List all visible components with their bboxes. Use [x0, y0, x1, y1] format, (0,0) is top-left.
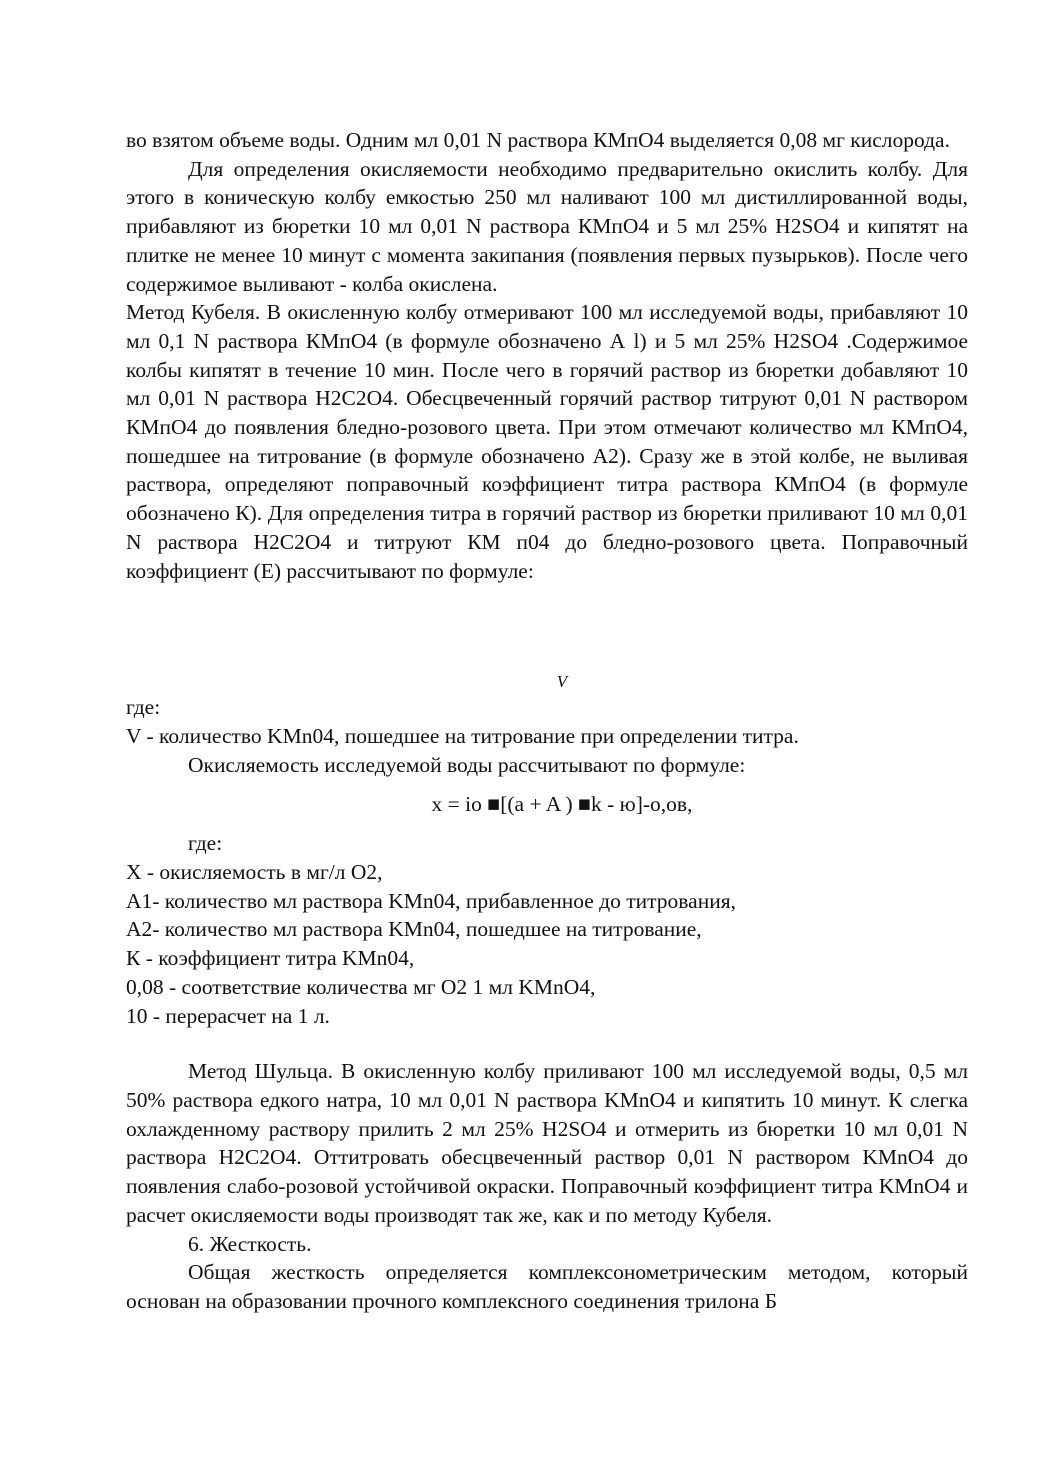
where-label-2: где:: [188, 831, 223, 856]
definition-a2: А2- количество мл раствора KMn04, пошедшее на титрование,: [126, 917, 702, 942]
definition-x: X - окисляемость в мг/л О2,: [126, 860, 383, 885]
definition-008: 0,08 - соответствие количества мг О2 1 мл KMnO4,: [126, 974, 596, 999]
paragraph-intro: во взятом объеме воды. Одним мл 0,01 N раствора КМпО4 выделяется 0,08 мг кислорода.: [126, 128, 950, 152]
definition-k: К - коэффициент титра KMn04,: [126, 946, 415, 971]
definition-10: 10 - перерасчет на 1 л.: [126, 1003, 330, 1028]
definition-v: V - количество KMn04, пошедшее на титрование при определении титра.: [126, 723, 799, 748]
section-heading-hardness: 6. Жесткость.: [188, 1231, 312, 1256]
paragraph-schulz-method: Метод Шульца. В окисленную колбу приливают 100 мл исследуемой воды, 0,5 мл 50% раствора едкого натра, 10 мл 0,01 N раствора KMnO4 и кипятить 10 минут. К слегка охлажденному раствору прилить 2 мл 25% H2SO4 и отмерить из бюретки 10 мл 0,01 N раствора Н2С2О4. Оттитровать обесцвеченный раствор 0,01 N раствором KMnO4 до появления слабо-розовой устойчивой окраски. Поправочный коэффициент титра KMnO4 и расчет окисляемости воды производят так же, как и по методу Кубеля.: [126, 1059, 968, 1227]
paragraph-oxidizability-formula-intro: Окисляемость исследуемой воды рассчитывают по формуле:: [188, 752, 746, 777]
section-gap: [126, 1030, 968, 1057]
paragraph-oxidation-prep: Для определения окисляемости необходимо предварительно окислить колбу. Для этого в коническую колбу емкостью 250 мл наливают 100 мл дистиллированной воды, прибавляют из бюретки 10 мл 0,01 N раствора КМпО4 и 5 мл 25% H2SO4 и кипятят на плитке не менее 10 минут с момента закипания (появления первых пузырьков). После чего содержимое выливают - колба окислена.: [126, 156, 968, 296]
definition-a1: A1- количество мл раствора KMn04, прибавленное до титрования,: [126, 888, 736, 913]
formula-placeholder-space: [126, 585, 968, 671]
formula-correction-coefficient: V: [556, 672, 568, 692]
paragraph-hardness: Общая жесткость определяется комплексонометрическим методом, который основан на образовании прочного комплексного соединения трилона Б: [126, 1260, 968, 1313]
formula-oxidizability: x = io ■[(a + A ) ■k - ю]-о,ов,: [431, 792, 693, 817]
paragraph-kubel-method: Метод Кубеля. В окисленную колбу отмеривают 100 мл исследуемой воды, прибавляют 10 мл 0,1 N раствора КМпО4 (в формуле обозначено А l) и 5 мл 25% H2SO4 .Содержимое колбы кипятят в течение 10 мин. После чего в горячий раствор из бюретки добавляют 10 мл 0,01 N раствора Н2С2О4. Обесцвеченный горячий раствор титруют 0,01 N раствором КМпО4 до появления бледно-розового цвета. При этом отмечают количество мл КМпО4, пошедшее на титрование (в формуле обозначено А2). Сразу же в этой колбе, не выливая раствора, определяют поправочный коэффициент титра раствора КМпО4 (в формуле обозначено К). Для определения титра в горячий раствор из бюретки приливают 10 мл 0,01 N раствора Н2С2О4 и титруют КМ п04 до бледно-розового цвета. Поправочный коэффициент (Е) рассчитывают по формуле:: [126, 300, 968, 583]
where-label: где:: [126, 695, 161, 720]
document-page: [126, 126, 968, 1316]
